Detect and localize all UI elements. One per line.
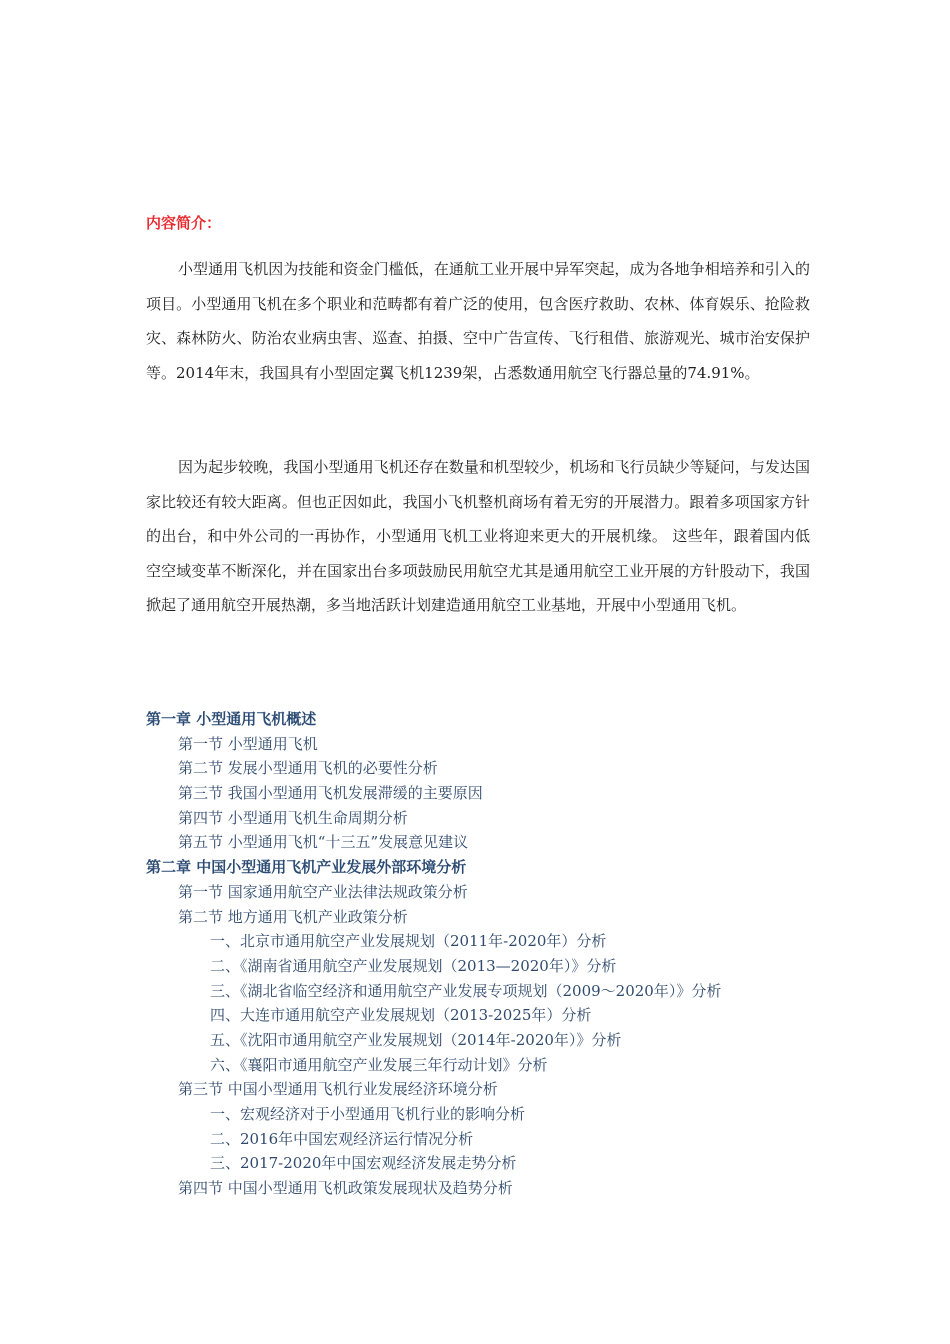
toc-section[interactable]: 第一节 小型通用飞机 xyxy=(178,734,318,753)
toc-chapter[interactable]: 第一章 小型通用飞机概述 xyxy=(146,710,317,728)
toc-section[interactable]: 第四节 中国小型通用飞机政策发展现状及趋势分析 xyxy=(178,1179,513,1198)
toc-section[interactable]: 第二节 地方通用飞机产业政策分析 xyxy=(178,907,408,926)
intro-heading: 内容简介： xyxy=(146,214,222,232)
toc-subsection[interactable]: 二、《湖南省通用航空产业发展规划（2013—2020年）》分析 xyxy=(210,956,617,975)
toc-subsection[interactable]: 一、宏观经济对于小型通用飞机行业的影响分析 xyxy=(210,1105,526,1123)
intro-paragraph: 小型通用飞机因为技能和资金门槛低，在通航工业开展中异军突起，成为各地争相培养和引入的项目。小型通用飞机在多个职业和范畴都有着广泛的使用，包含医疗救助、农林、体育娱乐、抢险救灾、森林防火、防治农业病虫害、巡查、拍摄、空中广告宣传、飞行租借、旅游观光、城市治安保护等。2014年末，我国具有小型固定翼飞机1239架，占悉数通用航空飞行器总量的74.91%。 xyxy=(146,260,810,382)
toc-subsection[interactable]: 二、2016年中国宏观经济运行情况分析 xyxy=(210,1129,474,1148)
toc-section[interactable]: 第五节 小型通用飞机“十三五”发展意见建议 xyxy=(178,833,469,852)
toc-section[interactable]: 第四节 小型通用飞机生命周期分析 xyxy=(178,808,408,827)
toc-subsection[interactable]: 六、《襄阳市通用航空产业发展三年行动计划》分析 xyxy=(210,1055,548,1074)
intro-paragraph: 因为起步较晚，我国小型通用飞机还存在数量和机型较少，机场和飞行员缺少等疑问，与发达国家比较还有较大距离。但也正因如此，我国小飞机整机商场有着无穷的开展潜力。跟着多项国家方针的出台，和中外公司的一再协作，小型通用飞机工业将迎来更大的开展机缘。 这些年，跟着国内低空空域变革不断深化，并在国家出台多项鼓励民用航空尤其是通用航空工业开展的方针股动下，我国掀起了通用航空开展热潮，多当地活跃计划建造通用航空工业基地，开展中小型通用飞机。 xyxy=(146,458,810,614)
toc-subsection[interactable]: 四、大连市通用航空产业发展规划（2013-2025年）分析 xyxy=(210,1006,592,1025)
table-of-contents xyxy=(146,707,810,1201)
toc-section[interactable]: 第三节 中国小型通用飞机行业发展经济环境分析 xyxy=(178,1080,498,1099)
toc-section[interactable]: 第一节 国家通用航空产业法律法规政策分析 xyxy=(178,882,468,901)
toc-subsection[interactable]: 三、2017-2020年中国宏观经济发展走势分析 xyxy=(210,1154,517,1173)
toc-chapter[interactable]: 第二章 中国小型通用飞机产业发展外部环境分析 xyxy=(146,858,467,877)
toc-subsection[interactable]: 一、北京市通用航空产业发展规划（2011年-2020年）分析 xyxy=(210,932,607,951)
toc-section[interactable]: 第三节 我国小型通用飞机发展滞缓的主要原因 xyxy=(178,784,483,803)
toc-section[interactable]: 第二节 发展小型通用飞机的必要性分析 xyxy=(178,759,438,778)
toc-subsection[interactable]: 五、《沈阳市通用航空产业发展规划（2014年-2020年）》分析 xyxy=(210,1030,622,1049)
toc-subsection[interactable]: 三、《湖北省临空经济和通用航空产业发展专项规划（2009～2020年）》分析 xyxy=(210,981,722,1000)
